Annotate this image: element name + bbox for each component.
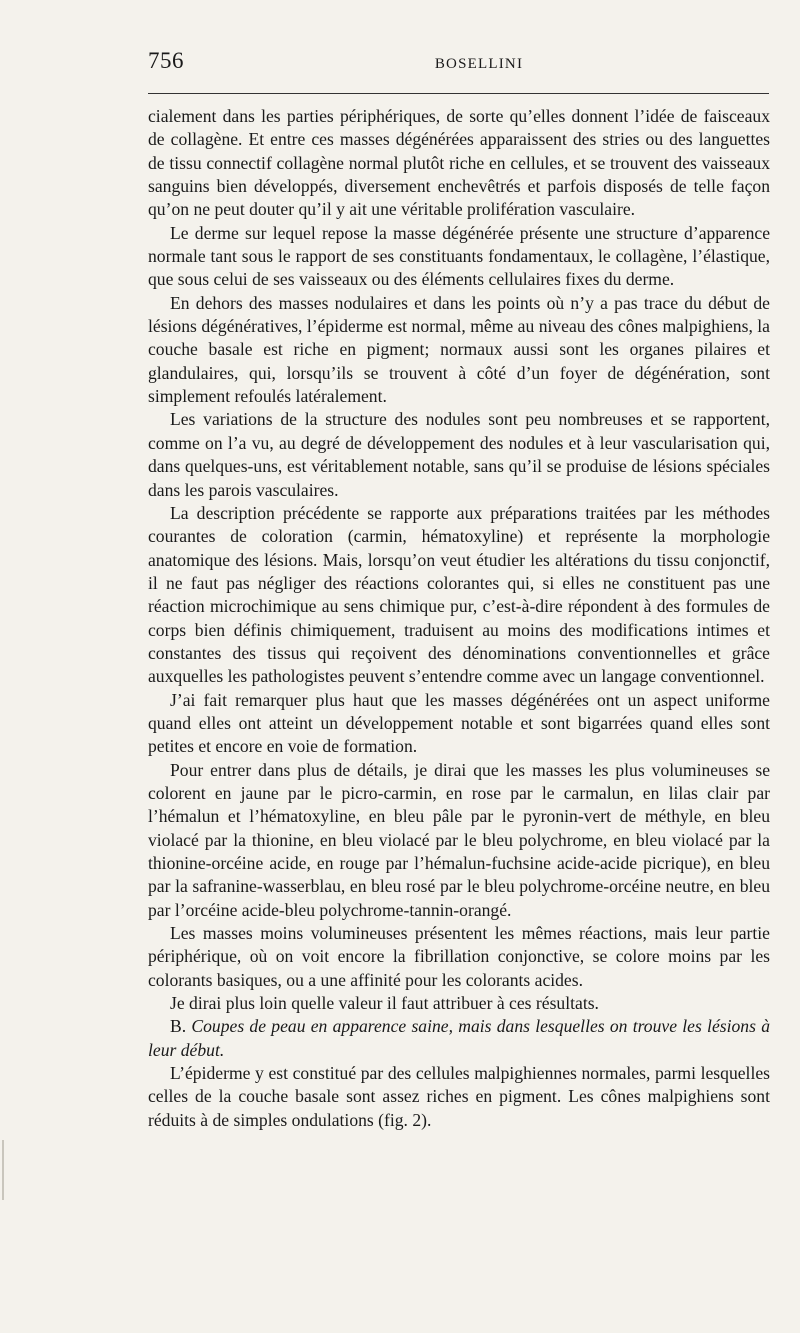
paragraph: Je dirai plus loin quelle valeur il faut attribuer à ces résultats. <box>170 993 599 1014</box>
section-heading <box>148 1015 770 1062</box>
section-letter: B. <box>170 1016 192 1037</box>
page-number: 756 <box>148 48 184 73</box>
page-header <box>148 44 770 80</box>
body-text <box>148 105 770 1132</box>
paragraph: Les variations de la structure des nodules sont peu nombreuses et se rapportent, comme on l’a vu, au degré de développement des nodules et à leur vascularisation qui, dans quelques-uns, est véritablement notable, sans qu’il se produise de lésions spéciales dans les parois vasculaires. <box>148 409 770 500</box>
page-edge-mark <box>2 1140 4 1200</box>
paragraph: L’épiderme y est constitué par des cellules malpighiennes normales, parmi lesquelles celles de la couche basale sont assez riches en pigment. Les cônes malpighiens sont réduits à de simples ondulations (fig. 2). <box>148 1063 770 1130</box>
paragraph: J’ai fait remarquer plus haut que les masses dégénérées ont un aspect uniforme quand elles ont atteint un développement notable et sont bigarrées quand elles sont petites et encore en voie de formation. <box>148 689 770 757</box>
paragraph: La description précédente se rapporte aux préparations traitées par les méthodes courantes de coloration (carmin, hématoxyline) et représente la morphologie anatomique des lésions. Mais, lorsqu’on veut étudier les altérations du tissu conjonctif, il ne faut pas négliger des réactions colorantes qui, si elles ne constituent pas une réaction microchimique au sens chimique pur, c’est-à-dire répondent à des formules de corps bien définis chimiquement, traduisent au moins des modifications intimes et constantes des tissus qui reçoivent des dénominations conventionnelles et grâce auxquelles les pathologistes peuvent s’entendre comme avec un langage conventionnel. <box>148 502 770 687</box>
section-title: Coupes de peau en apparence saine, mais dans lesquelles on trouve les lésions à leur début. <box>148 1016 770 1060</box>
paragraph: Le derme sur lequel repose la masse dégénérée présente une structure d’apparence normale tant sous le rapport de ses constituants fondamentaux, le collagène, l’élastique, que sous celui de ses vaisseaux ou des éléments cellulaires fixes du derme. <box>148 222 770 290</box>
header-rule <box>148 93 769 94</box>
running-head: BOSELLINI <box>434 56 524 72</box>
paragraph: cialement dans les parties périphériques, de sorte qu’elles donnent l’idée de faisceaux de collagène. Et entre ces masses dégénérées apparaissent des stries ou des languettes de tissu connectif collagène normal plutôt riche en cellules, et se trouvent des vaisseaux sanguins bien développés, diversement enchevêtrés et parfois disposés de telle façon qu’on ne peut douter qu’il y ait une véritable prolifération vasculaire. <box>148 106 770 220</box>
paragraph: En dehors des masses nodulaires et dans les points où n’y a pas trace du début de lésions dégénératives, l’épiderme est normal, même au niveau des cônes malpighiens, la couche basale est riche en pigment; normaux aussi sont les organes pilaires et glandulaires, qui, lorsqu’ils se trouvent à côté d’un foyer de dégénération, sont simplement refoulés latéralement. <box>148 292 770 407</box>
paragraph: Pour entrer dans plus de détails, je dirai que les masses les plus volumineuses se colorent en jaune par le picro-carmin, en rose par le carmalun, en lilas clair par l’hémalun et l’hématoxyline, en bleu pâle par le pyronin-vert de méthyle, en bleu violacé par la thionine, en bleu violacé par le bleu polychrome, en bleu violacé par la thionine-orcéine acide, en rouge par l’hémalun-fuchsine acide-acide picrique), en bleu par la safranine-wasserblau, en bleu rosé par le bleu polychrome-orcéine neutre, en bleu par l’orcéine acide-bleu polychrome-tannin-orangé. <box>148 759 770 920</box>
paragraph: Les masses moins volumineuses présentent les mêmes réactions, mais leur partie périphérique, où on voit encore la fibrillation conjonctive, se colore moins par les colorants basiques, ou a une affinité pour les colorants acides. <box>148 923 770 990</box>
